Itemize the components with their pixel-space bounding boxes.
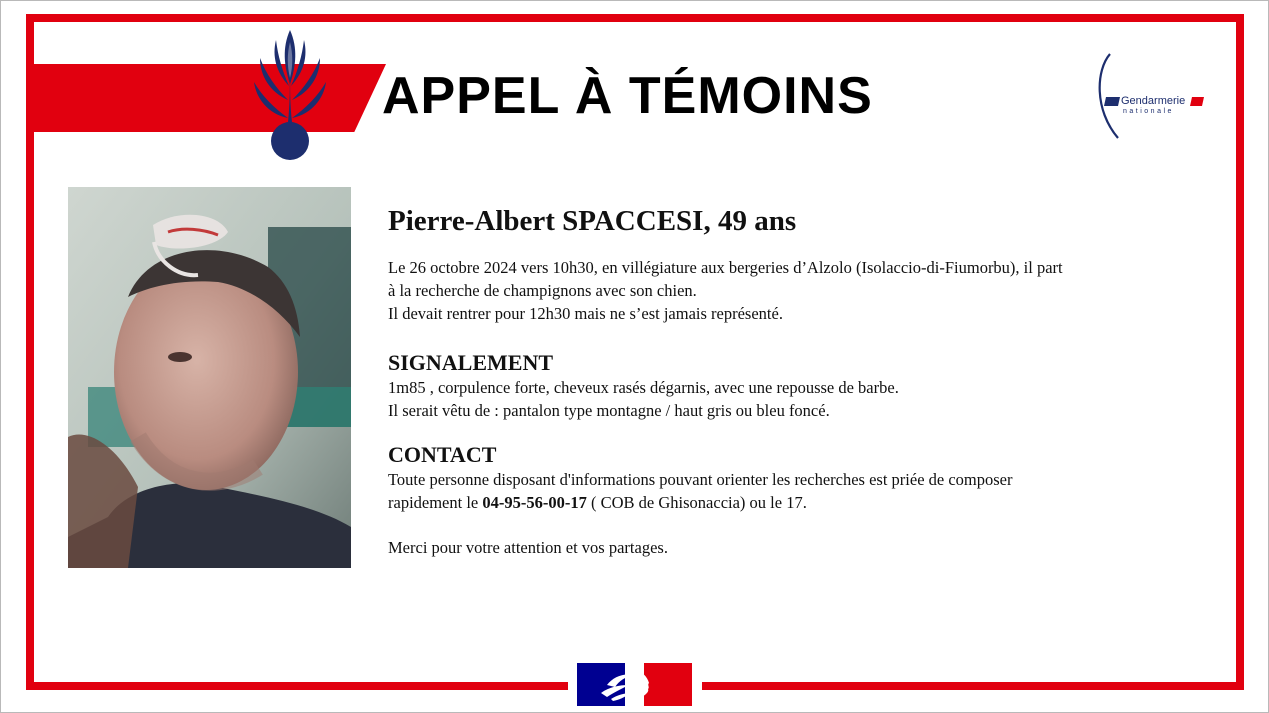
title-red-band: [34, 64, 386, 132]
contact-line-1: Toute personne disposant d'informations pouvant orienter les recherches est priée de composer: [388, 470, 1013, 489]
contact-line-2: [388, 491, 1208, 514]
description-heading: SIGNALEMENT: [388, 350, 554, 375]
frame-bottom-right-bar: [702, 682, 1244, 690]
notice-content: [388, 200, 1208, 559]
missing-person-photo: [68, 187, 351, 568]
person-name: Pierre-Albert SPACCESI, 49 ans: [388, 205, 797, 237]
circumstances-line-1: Le 26 octobre 2024 vers 10h30, en villégiature aux bergeries d’Alzolo (Isolaccio-di-Fiumorbu), il part: [388, 258, 1063, 277]
frame-right-bar: [1236, 14, 1244, 690]
frame-top-bar: [26, 14, 1244, 22]
description-line-1: 1m85 , corpulence forte, cheveux rasés dégarnis, avec une repousse de barbe.: [388, 378, 899, 397]
contact-line-2-suffix: ( COB de Ghisonaccia) ou le 17.: [586, 493, 807, 512]
circumstances-line-2: à la recherche de champignons avec son chien.: [388, 281, 697, 300]
circumstances-line-3: Il devait rentrer pour 12h30 mais ne s’est jamais représenté.: [388, 304, 783, 323]
frame-left-bar: [26, 14, 34, 690]
gendarmerie-logo-subtext: nationale: [1123, 108, 1174, 115]
gendarmerie-logo-text: Gendarmerie: [1121, 95, 1186, 107]
closing-message: Merci pour votre attention et vos partages.: [388, 538, 668, 557]
contact-heading: CONTACT: [388, 442, 497, 467]
page-title: APPEL À TÉMOINS: [382, 67, 873, 125]
marianne-republic-logo-icon: [577, 663, 692, 706]
contact-line-2-prefix: rapidement le: [388, 493, 483, 512]
frame-bottom-left-bar: [26, 682, 568, 690]
contact-phone-number: 04-95-56-00-17: [482, 493, 587, 512]
gendarmerie-grenade-icon: [252, 26, 328, 162]
description-line-2: Il serait vêtu de : pantalon type montagne / haut gris ou bleu foncé.: [388, 401, 830, 420]
